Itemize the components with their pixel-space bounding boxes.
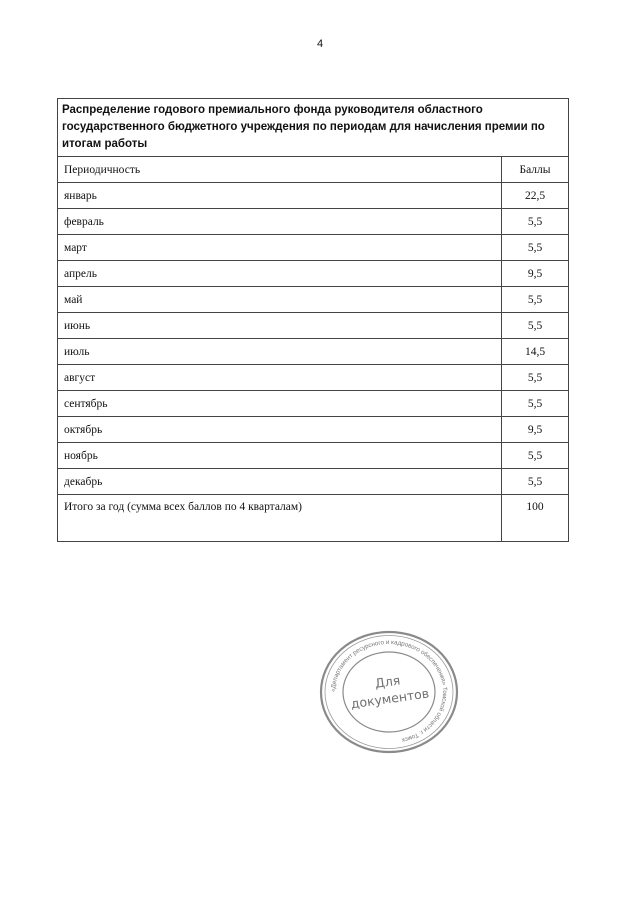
document-stamp [318,630,460,754]
period-cell: август [58,365,502,391]
table-row [58,287,569,313]
table-row [58,261,569,287]
points-cell: 9,5 [502,261,569,287]
table-row [58,235,569,261]
table-row [58,391,569,417]
points-cell: 5,5 [502,313,569,339]
premium-distribution-table [57,98,569,542]
points-cell: 9,5 [502,417,569,443]
table-row [58,313,569,339]
total-row [58,495,569,542]
table-row [58,443,569,469]
stamp-center-line2: документов [349,685,430,712]
period-cell: июль [58,339,502,365]
period-cell: март [58,235,502,261]
table-title: Распределение годового премиального фонда руководителя областного государственного бюджетного учреждения по периодам для начисления премии по итогам работы [58,99,569,157]
stamp-center-line1: Для [373,672,402,691]
table-row [58,365,569,391]
table-title-row [58,99,569,157]
period-cell: февраль [58,209,502,235]
points-cell: 5,5 [502,469,569,495]
period-cell: сентябрь [58,391,502,417]
table-row [58,183,569,209]
points-cell: 5,5 [502,391,569,417]
points-cell: 5,5 [502,365,569,391]
stamp-ring-textpath: «Департамент ресурсного и кадрового обеспечения» Томской области г. Томск [329,638,449,744]
table-row [58,209,569,235]
period-cell: октябрь [58,417,502,443]
period-cell: ноябрь [58,443,502,469]
period-cell: январь [58,183,502,209]
points-cell: 5,5 [502,443,569,469]
points-cell: 22,5 [502,183,569,209]
points-cell: 14,5 [502,339,569,365]
header-points: Баллы [502,157,569,183]
points-cell: 5,5 [502,209,569,235]
points-cell: 5,5 [502,287,569,313]
points-cell: 5,5 [502,235,569,261]
total-label: Итого за год (сумма всех баллов по 4 кварталам) [58,495,502,542]
table-row [58,417,569,443]
total-points: 100 [502,495,569,542]
period-cell: июнь [58,313,502,339]
period-cell: май [58,287,502,313]
page-number: 4 [316,38,324,50]
header-period: Периодичность [58,157,502,183]
period-cell: апрель [58,261,502,287]
period-cell: декабрь [58,469,502,495]
table-row [58,339,569,365]
table-header-row [58,157,569,183]
table-row [58,469,569,495]
